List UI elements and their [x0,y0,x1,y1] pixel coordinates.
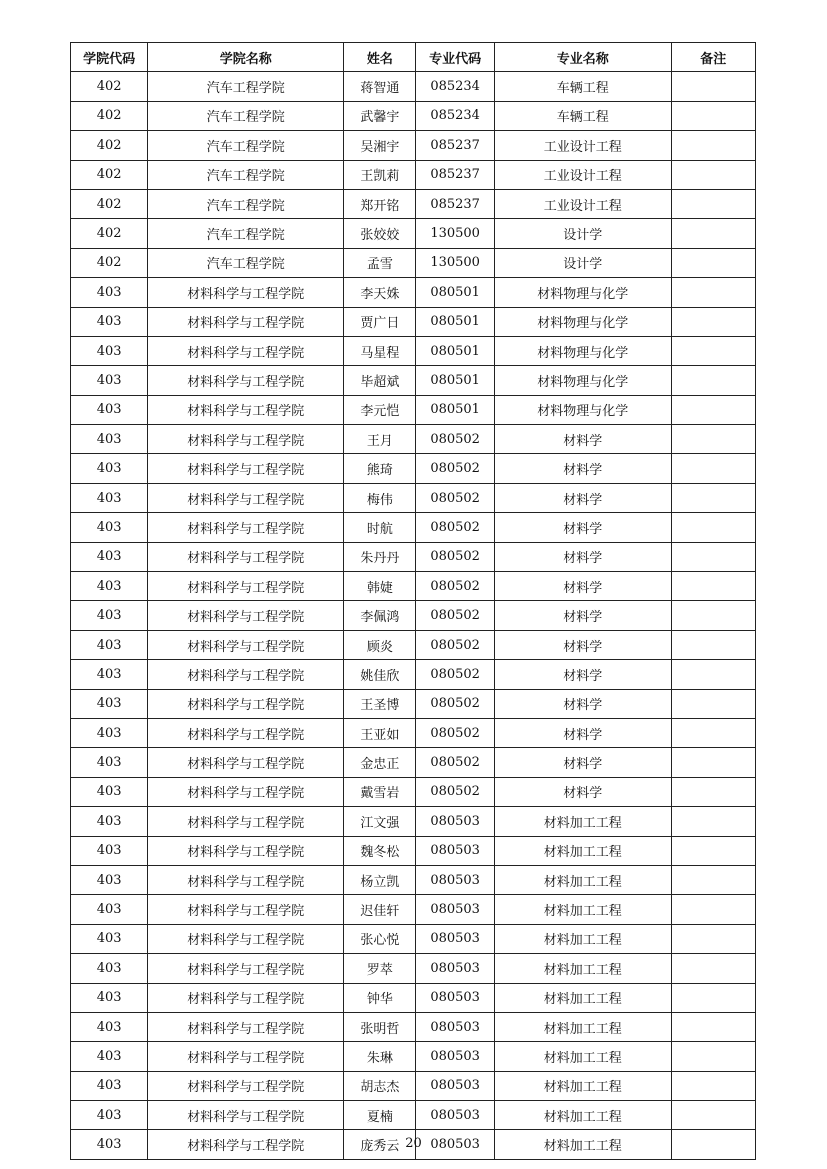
college-name-cell: 汽车工程学院 [148,248,344,277]
student-name-cell: 武馨宇 [344,101,416,130]
college-name-cell: 材料科学与工程学院 [148,483,344,512]
table-row [71,836,756,865]
table-row [71,1101,756,1130]
major-code-cell: 130500 [416,248,494,277]
table-row [71,72,756,101]
college-name-cell: 材料科学与工程学院 [148,1101,344,1130]
remarks-cell [671,748,755,777]
table-row [71,366,756,395]
header-major-name: 专业名称 [494,43,671,72]
college-name-cell: 材料科学与工程学院 [148,983,344,1012]
student-name-cell: 朱琳 [344,1042,416,1071]
major-name-cell: 工业设计工程 [494,160,671,189]
student-name-cell: 时航 [344,513,416,542]
college-code-cell: 403 [71,836,148,865]
student-name-cell: 李元恺 [344,395,416,424]
student-name-cell: 江文强 [344,807,416,836]
major-name-cell: 材料加工工程 [494,1130,671,1159]
college-name-cell: 材料科学与工程学院 [148,307,344,336]
table-row [71,189,756,218]
remarks-cell [671,72,755,101]
student-name-cell: 吴湘宇 [344,131,416,160]
college-name-cell: 材料科学与工程学院 [148,1012,344,1041]
table-row [71,454,756,483]
table-row [71,425,756,454]
student-name-cell: 李佩鸿 [344,601,416,630]
student-name-cell: 王月 [344,425,416,454]
major-name-cell: 材料加工工程 [494,1071,671,1100]
remarks-cell [671,1101,755,1130]
student-name-cell: 朱丹丹 [344,542,416,571]
remarks-cell [671,248,755,277]
college-code-cell: 402 [71,101,148,130]
college-code-cell: 403 [71,366,148,395]
table-row [71,601,756,630]
major-code-cell: 080502 [416,748,494,777]
student-name-cell: 胡志杰 [344,1071,416,1100]
major-name-cell: 材料加工工程 [494,924,671,953]
major-name-cell: 材料学 [494,748,671,777]
college-name-cell: 材料科学与工程学院 [148,278,344,307]
major-code-cell: 080502 [416,777,494,806]
major-code-cell: 080503 [416,1130,494,1159]
college-name-cell: 材料科学与工程学院 [148,807,344,836]
major-name-cell: 材料物理与化学 [494,366,671,395]
college-name-cell: 材料科学与工程学院 [148,660,344,689]
table-row [71,983,756,1012]
table-body [71,72,756,1159]
major-name-cell: 车辆工程 [494,72,671,101]
major-name-cell: 材料加工工程 [494,1012,671,1041]
college-code-cell: 403 [71,895,148,924]
student-name-cell: 戴雪岩 [344,777,416,806]
college-code-cell: 403 [71,542,148,571]
admission-list-table [70,42,756,1160]
major-code-cell: 080502 [416,425,494,454]
remarks-cell [671,836,755,865]
student-name-cell: 迟佳轩 [344,895,416,924]
major-code-cell: 080503 [416,954,494,983]
remarks-cell [671,807,755,836]
student-name-cell: 姚佳欣 [344,660,416,689]
header-college-name: 学院名称 [148,43,344,72]
remarks-cell [671,454,755,483]
major-code-cell: 080502 [416,718,494,747]
remarks-cell [671,395,755,424]
student-name-cell: 王圣博 [344,689,416,718]
major-code-cell: 085234 [416,101,494,130]
college-code-cell: 403 [71,1071,148,1100]
major-name-cell: 材料学 [494,718,671,747]
student-name-cell: 韩婕 [344,572,416,601]
college-name-cell: 材料科学与工程学院 [148,777,344,806]
major-code-cell: 080503 [416,1101,494,1130]
college-code-cell: 402 [71,219,148,248]
major-code-cell: 080503 [416,807,494,836]
table-row [71,748,756,777]
table-row [71,395,756,424]
college-name-cell: 材料科学与工程学院 [148,748,344,777]
table-row [71,1071,756,1100]
remarks-cell [671,630,755,659]
student-name-cell: 张心悦 [344,924,416,953]
college-name-cell: 材料科学与工程学院 [148,395,344,424]
college-name-cell: 材料科学与工程学院 [148,924,344,953]
college-code-cell: 403 [71,425,148,454]
college-code-cell: 403 [71,718,148,747]
college-code-cell: 403 [71,1012,148,1041]
major-name-cell: 材料学 [494,777,671,806]
major-code-cell: 080501 [416,395,494,424]
major-name-cell: 车辆工程 [494,101,671,130]
college-code-cell: 403 [71,572,148,601]
major-code-cell: 080503 [416,983,494,1012]
table-row [71,101,756,130]
college-name-cell: 材料科学与工程学院 [148,954,344,983]
major-code-cell: 080501 [416,307,494,336]
major-code-cell: 080502 [416,660,494,689]
student-name-cell: 庞秀云 [344,1130,416,1159]
college-name-cell: 汽车工程学院 [148,131,344,160]
remarks-cell [671,513,755,542]
student-name-cell: 钟华 [344,983,416,1012]
college-name-cell: 材料科学与工程学院 [148,572,344,601]
student-name-cell: 熊琦 [344,454,416,483]
college-name-cell: 汽车工程学院 [148,101,344,130]
major-name-cell: 材料学 [494,660,671,689]
major-name-cell: 材料物理与化学 [494,307,671,336]
college-code-cell: 403 [71,1130,148,1159]
major-code-cell: 080502 [416,454,494,483]
college-code-cell: 403 [71,1042,148,1071]
major-name-cell: 材料加工工程 [494,983,671,1012]
remarks-cell [671,983,755,1012]
major-name-cell: 材料学 [494,689,671,718]
college-name-cell: 材料科学与工程学院 [148,1042,344,1071]
major-name-cell: 材料学 [494,601,671,630]
major-code-cell: 085234 [416,72,494,101]
college-code-cell: 402 [71,131,148,160]
major-code-cell: 080502 [416,483,494,512]
table-row [71,131,756,160]
remarks-cell [671,278,755,307]
major-name-cell: 材料物理与化学 [494,336,671,365]
major-code-cell: 080503 [416,924,494,953]
college-name-cell: 材料科学与工程学院 [148,630,344,659]
student-name-cell: 夏楠 [344,1101,416,1130]
table-row [71,895,756,924]
major-code-cell: 130500 [416,219,494,248]
remarks-cell [671,366,755,395]
college-name-cell: 材料科学与工程学院 [148,542,344,571]
table-row [71,1042,756,1071]
major-name-cell: 材料加工工程 [494,1101,671,1130]
remarks-cell [671,483,755,512]
major-code-cell: 080502 [416,542,494,571]
student-name-cell: 金忠正 [344,748,416,777]
college-name-cell: 汽车工程学院 [148,189,344,218]
major-name-cell: 材料加工工程 [494,865,671,894]
college-name-cell: 汽车工程学院 [148,72,344,101]
remarks-cell [671,865,755,894]
student-name-cell: 王亚如 [344,718,416,747]
table-row [71,689,756,718]
table-row [71,777,756,806]
table-row [71,807,756,836]
major-code-cell: 080503 [416,836,494,865]
header-student-name: 姓名 [344,43,416,72]
college-code-cell: 403 [71,513,148,542]
student-name-cell: 顾炎 [344,630,416,659]
college-code-cell: 403 [71,748,148,777]
remarks-cell [671,101,755,130]
student-name-cell: 马星程 [344,336,416,365]
college-code-cell: 403 [71,924,148,953]
student-name-cell: 李天姝 [344,278,416,307]
student-name-cell: 孟雪 [344,248,416,277]
college-name-cell: 材料科学与工程学院 [148,718,344,747]
major-code-cell: 080502 [416,630,494,659]
major-code-cell: 080502 [416,689,494,718]
student-name-cell: 贾广日 [344,307,416,336]
student-name-cell: 魏冬松 [344,836,416,865]
college-name-cell: 汽车工程学院 [148,219,344,248]
remarks-cell [671,131,755,160]
college-code-cell: 403 [71,307,148,336]
table-row [71,248,756,277]
table-row [71,718,756,747]
remarks-cell [671,1071,755,1100]
page-number: 20 [405,1136,422,1151]
major-name-cell: 材料物理与化学 [494,395,671,424]
major-code-cell: 085237 [416,160,494,189]
college-code-cell: 403 [71,865,148,894]
remarks-cell [671,572,755,601]
remarks-cell [671,689,755,718]
student-name-cell: 张姣姣 [344,219,416,248]
remarks-cell [671,425,755,454]
remarks-cell [671,895,755,924]
college-code-cell: 403 [71,395,148,424]
major-name-cell: 材料加工工程 [494,836,671,865]
major-code-cell: 080501 [416,278,494,307]
table-row [71,278,756,307]
major-code-cell: 080502 [416,601,494,630]
table-row [71,954,756,983]
college-name-cell: 材料科学与工程学院 [148,1071,344,1100]
college-code-cell: 403 [71,454,148,483]
remarks-cell [671,542,755,571]
college-code-cell: 403 [71,983,148,1012]
major-name-cell: 设计学 [494,248,671,277]
major-code-cell: 080501 [416,336,494,365]
remarks-cell [671,219,755,248]
major-code-cell: 085237 [416,189,494,218]
table-row [71,1012,756,1041]
table-row [71,660,756,689]
major-code-cell: 080503 [416,865,494,894]
student-name-cell: 王凯莉 [344,160,416,189]
major-code-cell: 080503 [416,895,494,924]
remarks-cell [671,1042,755,1071]
header-remarks: 备注 [671,43,755,72]
college-code-cell: 403 [71,689,148,718]
college-code-cell: 402 [71,72,148,101]
table-row [71,219,756,248]
college-name-cell: 材料科学与工程学院 [148,454,344,483]
student-name-cell: 毕超斌 [344,366,416,395]
major-name-cell: 材料学 [494,454,671,483]
table-row [71,865,756,894]
college-name-cell: 汽车工程学院 [148,160,344,189]
header-major-code: 专业代码 [416,43,494,72]
student-name-cell: 蒋智通 [344,72,416,101]
college-code-cell: 402 [71,160,148,189]
major-name-cell: 设计学 [494,219,671,248]
table-row [71,572,756,601]
college-code-cell: 403 [71,954,148,983]
major-code-cell: 080503 [416,1012,494,1041]
college-name-cell: 材料科学与工程学院 [148,689,344,718]
college-code-cell: 403 [71,483,148,512]
college-code-cell: 403 [71,807,148,836]
remarks-cell [671,189,755,218]
student-name-cell: 杨立凯 [344,865,416,894]
header-college-code: 学院代码 [71,43,148,72]
major-name-cell: 工业设计工程 [494,189,671,218]
major-name-cell: 材料加工工程 [494,1042,671,1071]
major-code-cell: 080503 [416,1071,494,1100]
remarks-cell [671,336,755,365]
major-name-cell: 材料加工工程 [494,895,671,924]
table-row [71,924,756,953]
remarks-cell [671,660,755,689]
college-code-cell: 403 [71,336,148,365]
college-name-cell: 材料科学与工程学院 [148,895,344,924]
college-code-cell: 403 [71,777,148,806]
table-row [71,542,756,571]
remarks-cell [671,954,755,983]
major-name-cell: 材料物理与化学 [494,278,671,307]
table-row [71,307,756,336]
table-header-row [71,43,756,72]
major-name-cell: 材料学 [494,513,671,542]
college-code-cell: 403 [71,278,148,307]
student-name-cell: 罗萃 [344,954,416,983]
student-name-cell: 郑开铭 [344,189,416,218]
major-name-cell: 材料加工工程 [494,954,671,983]
major-name-cell: 材料学 [494,425,671,454]
major-code-cell: 080502 [416,513,494,542]
student-name-cell: 梅伟 [344,483,416,512]
college-name-cell: 材料科学与工程学院 [148,366,344,395]
table-row [71,630,756,659]
major-name-cell: 材料学 [494,483,671,512]
remarks-cell [671,601,755,630]
college-name-cell: 材料科学与工程学院 [148,601,344,630]
remarks-cell [671,307,755,336]
college-code-cell: 403 [71,1101,148,1130]
table-row [71,336,756,365]
major-code-cell: 080502 [416,572,494,601]
college-code-cell: 403 [71,660,148,689]
college-name-cell: 材料科学与工程学院 [148,425,344,454]
remarks-cell [671,924,755,953]
remarks-cell [671,777,755,806]
remarks-cell [671,1012,755,1041]
college-code-cell: 402 [71,248,148,277]
college-name-cell: 材料科学与工程学院 [148,836,344,865]
major-name-cell: 材料学 [494,542,671,571]
college-code-cell: 403 [71,630,148,659]
table-row [71,483,756,512]
student-name-cell: 张明哲 [344,1012,416,1041]
major-code-cell: 080501 [416,366,494,395]
table-row [71,160,756,189]
major-code-cell: 080503 [416,1042,494,1071]
major-code-cell: 085237 [416,131,494,160]
college-code-cell: 402 [71,189,148,218]
major-name-cell: 材料学 [494,630,671,659]
major-name-cell: 工业设计工程 [494,131,671,160]
college-code-cell: 403 [71,601,148,630]
major-name-cell: 材料学 [494,572,671,601]
table-row [71,513,756,542]
college-name-cell: 材料科学与工程学院 [148,336,344,365]
remarks-cell [671,160,755,189]
college-name-cell: 材料科学与工程学院 [148,865,344,894]
remarks-cell [671,718,755,747]
major-name-cell: 材料加工工程 [494,807,671,836]
college-name-cell: 材料科学与工程学院 [148,513,344,542]
college-name-cell: 材料科学与工程学院 [148,1130,344,1159]
